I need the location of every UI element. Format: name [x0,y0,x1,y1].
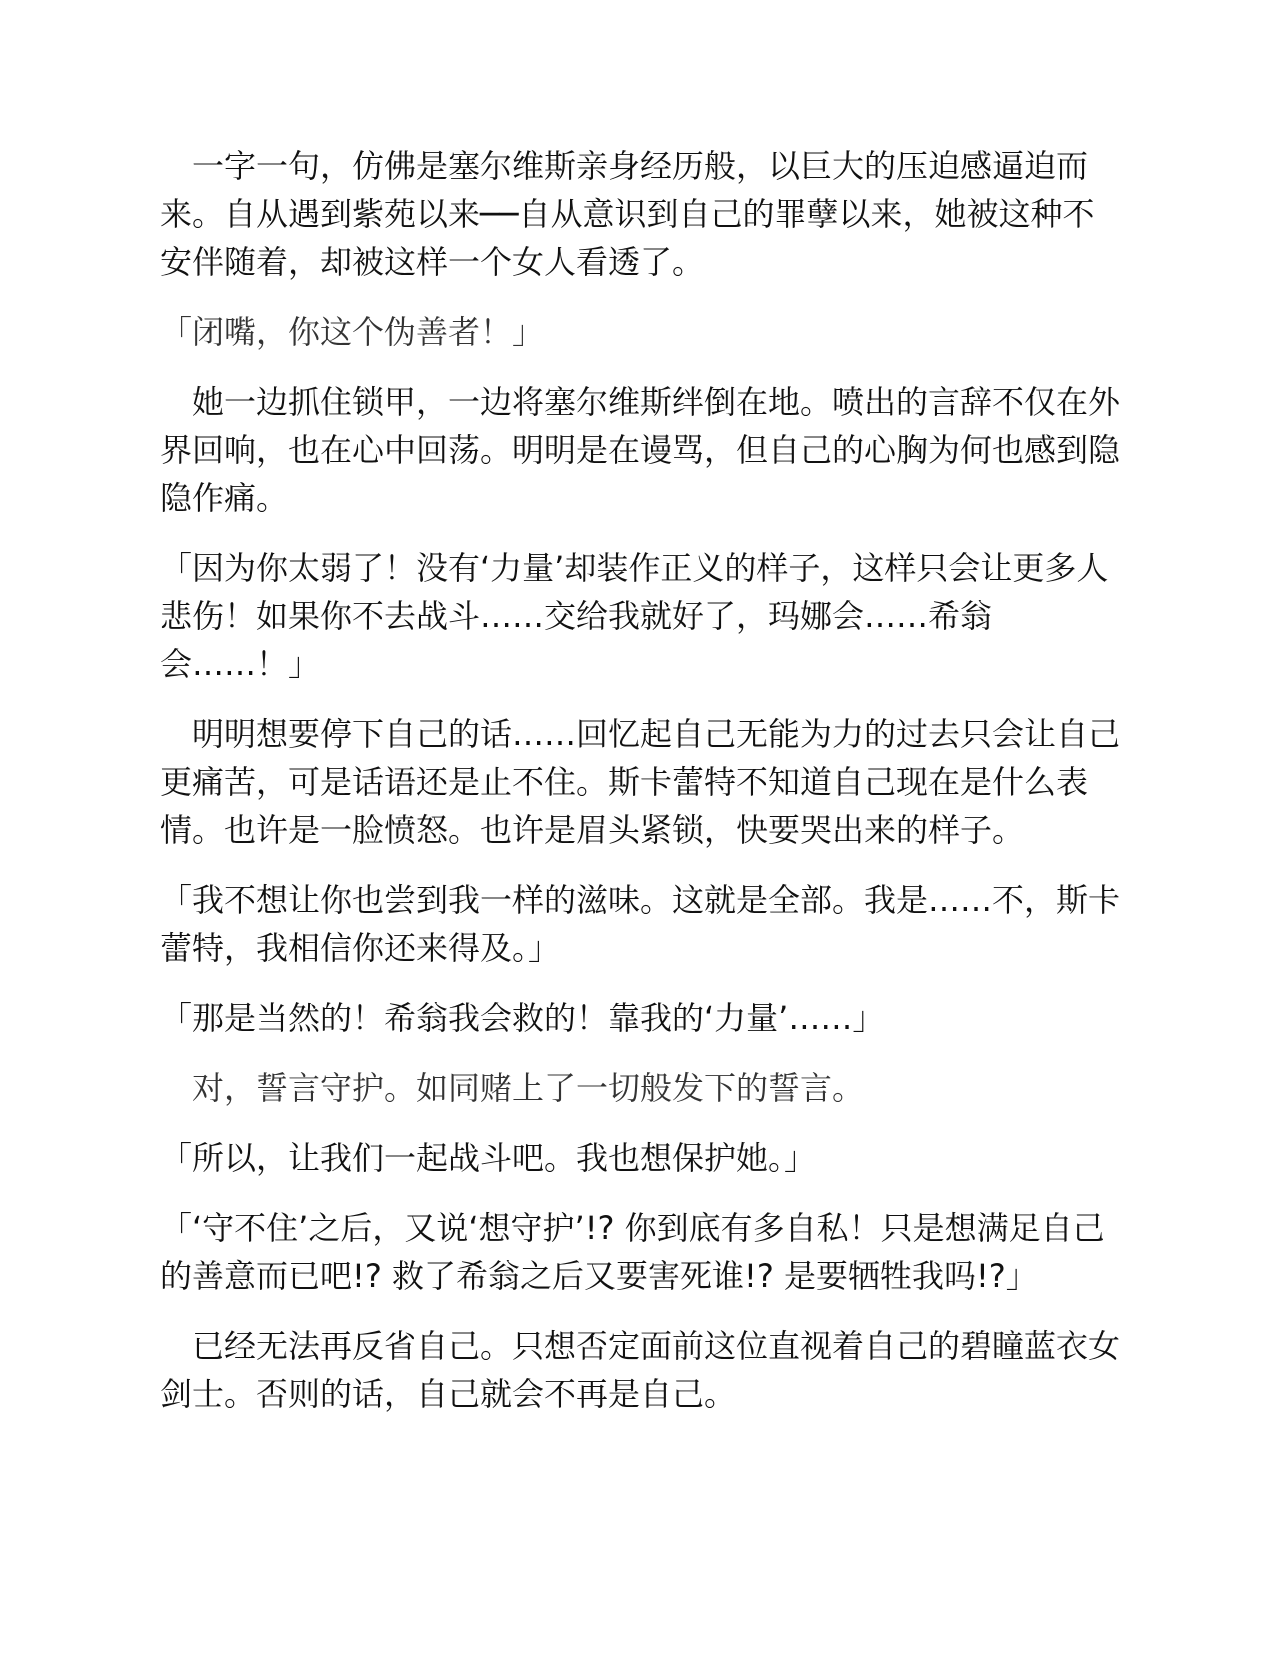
paragraph-dialogue: 「因为你太弱了！没有‘力量’却装作正义的样子，这样只会让更多人悲伤！如果你不去战斗……交给我就好了，玛娜会……希翁会……！」 [160,549,1109,683]
paragraph-narration: 一字一句，仿佛是塞尔维斯亲身经历般，以巨大的压迫感逼迫而来。自从遇到紫苑以来──自从意识到自己的罪孽以来，她被这种不安伴随着，却被这样一个女人看透了。 [160,147,1095,281]
document-body [160,142,1120,1440]
paragraph-dialogue: 「那是当然的！希翁我会救的！靠我的‘力量’……」 [160,999,885,1037]
paragraph-narration: 对，誓言守护。如同赌上了一切般发下的誓言。 [192,1069,865,1107]
paragraph-dialogue: 「闭嘴，你这个伪善者！」 [160,313,545,351]
paragraph-narration: 已经无法再反省自己。只想否定面前这位直视着自己的碧瞳蓝衣女剑士。否则的话，自己就会不再是自己。 [160,1327,1121,1413]
paragraph-dialogue: 「我不想让你也尝到我一样的滋味。这就是全部。我是……不，斯卡蕾特，我相信你还来得及。」 [160,881,1121,967]
paragraph-narration: 她一边抓住锁甲，一边将塞尔维斯绊倒在地。喷出的言辞不仅在外界回响，也在心中回荡。明明是在谩骂，但自己的心胸为何也感到隐隐作痛。 [160,383,1121,517]
paragraph-dialogue: 「‘守不住’之后，又说‘想守护’!? 你到底有多自私！只是想满足自己的善意而已吧!? 救了希翁之后又要害死谁!? 是要牺牲我吗!?」 [160,1209,1105,1295]
paragraph-dialogue: 「所以，让我们一起战斗吧。我也想保护她。」 [160,1139,817,1177]
paragraph-narration: 明明想要停下自己的话……回忆起自己无能为力的过去只会让自己更痛苦，可是话语还是止不住。斯卡蕾特不知道自己现在是什么表情。也许是一脸愤怒。也许是眉头紧锁，快要哭出来的样子。 [160,715,1121,849]
